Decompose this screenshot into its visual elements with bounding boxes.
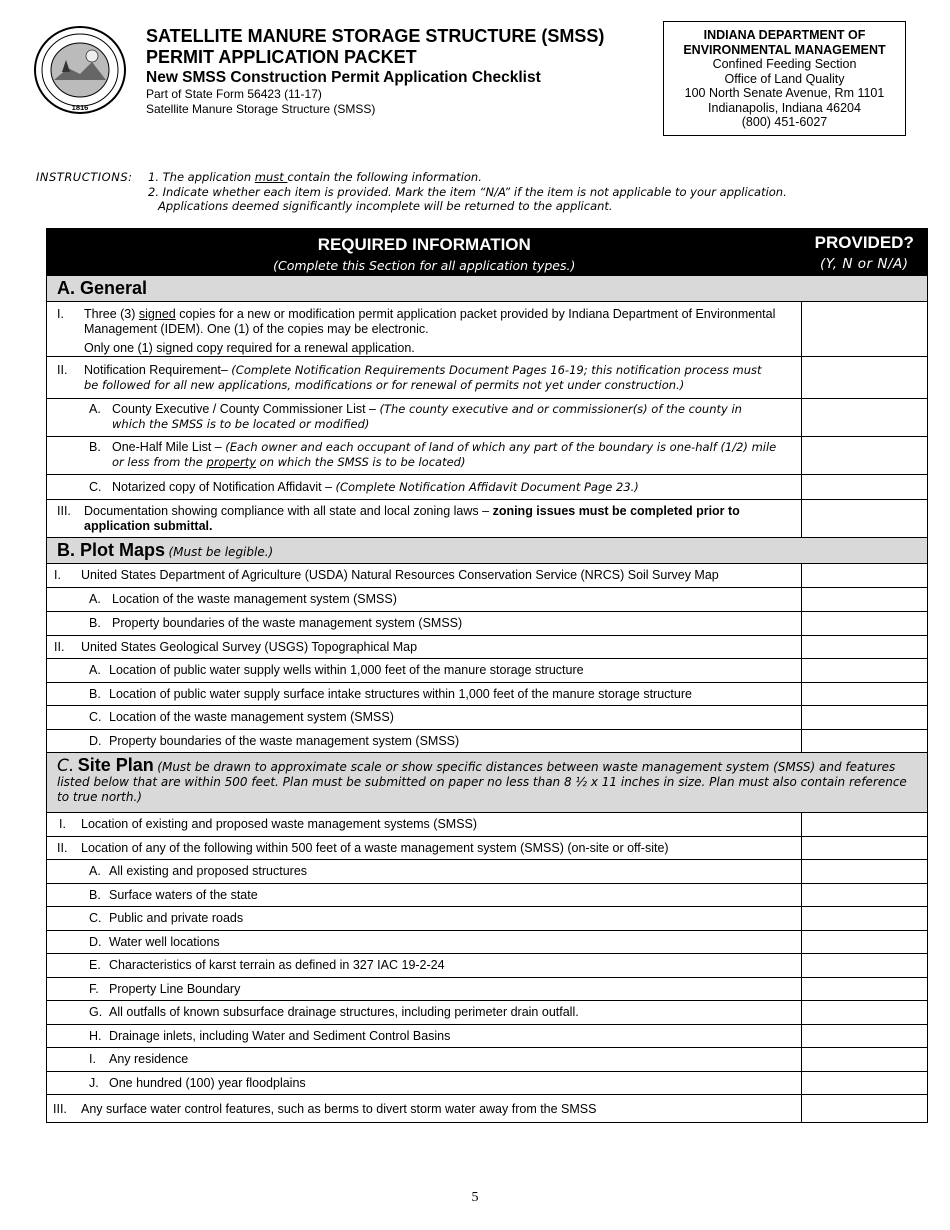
item-text-bold: zoning issues must be completed prior to application submittal.: [84, 504, 740, 533]
provided-cell[interactable]: [802, 860, 928, 884]
provided-cell[interactable]: [802, 954, 928, 978]
instruction-1c: contain the following information.: [287, 170, 482, 184]
item-note: (Each owner and each occupant of land of which any part of the boundary is one-half (1/2) mile or less from the: [112, 440, 777, 469]
table-header-row: [47, 229, 928, 276]
table-row: [47, 588, 928, 612]
table-row: [47, 1095, 928, 1123]
page-number: 5: [471, 1190, 479, 1205]
instruction-2: 2. Indicate whether each item is provided. Mark the item “N/A” if the item is not applicable to your application.: [148, 184, 787, 199]
item-number: I.: [57, 307, 64, 321]
provided-cell[interactable]: [802, 931, 928, 954]
item-text: Only one (1) signed copy required for a renewal application.: [84, 341, 415, 355]
instruction-1-must: must: [254, 170, 288, 184]
provided-cell[interactable]: [802, 907, 928, 931]
item-note: (The county executive and or commissioner(s) of the county in which the SMSS is to be located or modified): [112, 402, 742, 431]
item-text: United States Geological Survey (USGS) Topographical Map: [81, 640, 418, 654]
item-letter: B.: [89, 616, 101, 630]
item-text-underlined: signed: [138, 307, 176, 321]
provided-cell[interactable]: [802, 399, 928, 437]
section-a-title: A. General: [57, 278, 148, 298]
item-text: Notarized copy of Notification Affidavit –: [112, 480, 336, 494]
table-row: [47, 1048, 928, 1072]
section-b-note: (Must be legible.): [168, 545, 274, 559]
provided-cell[interactable]: [802, 564, 928, 588]
item-note: (Complete Notification Affidavit Document Page 23.): [335, 480, 639, 494]
item-text: One-Half Mile List –: [112, 440, 226, 454]
provided-cell[interactable]: [802, 588, 928, 612]
required-info-note: (Complete this Section for all application types.): [273, 258, 576, 273]
form-subtitle: PERMIT APPLICATION PACKET: [146, 47, 417, 67]
provided-cell[interactable]: [802, 437, 928, 475]
table-row: [47, 475, 928, 500]
table-row: [47, 1025, 928, 1048]
item-letter: B.: [89, 888, 101, 902]
item-letter: C.: [89, 911, 102, 925]
agency-section: Confined Feeding Section: [712, 57, 857, 71]
item-letter: A.: [89, 663, 101, 677]
table-row: [47, 954, 928, 978]
provided-note: (Y, N or N/A): [820, 256, 909, 272]
item-text: One hundred (100) year floodplains: [109, 1076, 306, 1090]
provided-cell[interactable]: [802, 636, 928, 659]
state-form-number: Part of State Form 56423 (11-17): [146, 87, 322, 101]
item-text: Location of existing and proposed waste management systems (SMSS): [81, 817, 478, 831]
item-text: Property Line Boundary: [109, 982, 241, 996]
provided-cell[interactable]: [802, 837, 928, 860]
item-text: Any surface water control features, such as berms to divert storm water away from the SMSS: [81, 1102, 597, 1116]
table-row: [47, 612, 928, 636]
provided-cell[interactable]: [802, 1095, 928, 1123]
item-number: II.: [57, 363, 68, 377]
table-row: [47, 500, 928, 538]
provided-cell[interactable]: [802, 978, 928, 1001]
table-row: [47, 813, 928, 837]
provided-cell[interactable]: [802, 884, 928, 907]
item-text: Property boundaries of the waste management system (SMSS): [109, 734, 460, 748]
section-b-title: B. Plot Maps: [57, 540, 166, 560]
table-row: [47, 357, 928, 399]
item-letter: A.: [89, 592, 101, 606]
item-letter: C.: [89, 480, 102, 494]
provided-cell[interactable]: [802, 1025, 928, 1048]
provided-cell[interactable]: [802, 683, 928, 706]
table-row: [47, 884, 928, 907]
section-a-header: [47, 276, 928, 302]
item-text: United States Department of Agriculture (USDA) Natural Resources Conservation Service (NRCS) Soil Survey Map: [81, 568, 719, 582]
form-title: SATELLITE MANURE STORAGE STRUCTURE (SMSS): [146, 26, 605, 46]
item-letter: D.: [89, 935, 102, 949]
agency-name-2: ENVIRONMENTAL MANAGEMENT: [683, 42, 886, 57]
item-number: II.: [57, 841, 68, 855]
provided-cell[interactable]: [802, 612, 928, 636]
section-c-letter: C.: [57, 756, 75, 776]
item-number: II.: [54, 640, 65, 654]
table-row: [47, 1072, 928, 1095]
table-row: [47, 659, 928, 683]
provided-cell[interactable]: [802, 1048, 928, 1072]
provided-cell[interactable]: [802, 813, 928, 837]
item-letter: B.: [89, 440, 101, 454]
provided-cell[interactable]: [802, 1072, 928, 1095]
item-text: Documentation showing compliance with all state and local zoning laws –: [84, 504, 493, 518]
item-text: Property boundaries of the waste management system (SMSS): [112, 616, 463, 630]
table-row: [47, 302, 928, 357]
required-info-heading: REQUIRED INFORMATION: [317, 235, 531, 254]
item-text: Location of public water supply wells within 1,000 feet of the manure storage structure: [109, 663, 584, 677]
item-text: Surface waters of the state: [109, 888, 258, 902]
table-row: [47, 860, 928, 884]
item-text: Location of any of the following within 500 feet of a waste management system (SMSS) (on-site or off-site): [81, 841, 669, 855]
item-text: Location of the waste management system (SMSS): [109, 710, 394, 724]
item-letter: F.: [89, 982, 99, 996]
table-row: [47, 1001, 928, 1025]
table-row: [47, 907, 928, 931]
checklist-title: New SMSS Construction Permit Application Checklist: [146, 69, 541, 86]
item-letter: G.: [89, 1005, 103, 1019]
item-letter: J.: [89, 1076, 99, 1090]
provided-cell[interactable]: [802, 659, 928, 683]
section-c-title: Site Plan: [77, 755, 154, 775]
item-letter: H.: [89, 1029, 102, 1043]
item-text: Three (3): [84, 307, 139, 321]
item-text: Characteristics of karst terrain as defined in 327 IAC 19-2-24: [109, 958, 445, 972]
item-text: County Executive / County Commissioner List –: [112, 402, 380, 416]
item-text: Notification Requirement–: [84, 363, 232, 377]
table-row: [47, 636, 928, 659]
section-b-header: [47, 538, 928, 564]
agency-city: Indianapolis, Indiana 46204: [708, 100, 861, 115]
provided-heading: PROVIDED?: [814, 233, 914, 252]
provided-cell[interactable]: [802, 357, 928, 399]
item-letter: C.: [89, 710, 102, 724]
provided-cell[interactable]: [802, 706, 928, 730]
table-row: [47, 730, 928, 753]
table-row: [47, 437, 928, 475]
item-number: I.: [54, 568, 61, 582]
provided-cell[interactable]: [802, 730, 928, 753]
item-letter: D.: [89, 734, 102, 748]
table-row: [47, 837, 928, 860]
table-row: [47, 399, 928, 437]
item-letter: E.: [89, 958, 101, 972]
item-text: copies for a new or modification permit application packet provided by Indiana Department of Environmental Management (IDEM). One (1) of the copies may be electronic.: [84, 307, 776, 336]
seal-year: 1816: [71, 103, 89, 112]
agency-street: 100 North Senate Avenue, Rm 1101: [684, 86, 885, 100]
table-row: [47, 931, 928, 954]
item-letter: A.: [89, 402, 101, 416]
item-number: III.: [53, 1102, 67, 1116]
table-row: [47, 978, 928, 1001]
instruction-3: Applications deemed significantly incomplete will be returned to the applicant.: [158, 199, 613, 213]
item-text: Water well locations: [109, 935, 220, 949]
agency-office: Office of Land Quality: [724, 71, 845, 86]
item-text: Location of public water supply surface intake structures within 1,000 feet of the manure storage structure: [109, 687, 692, 701]
indiana-state-seal: [32, 24, 128, 116]
provided-cell[interactable]: [802, 500, 928, 538]
item-note-underlined: property: [206, 455, 257, 469]
agency-address-box: [663, 21, 906, 136]
agency-phone: (800) 451-6027: [741, 115, 828, 129]
item-letter: A.: [89, 864, 101, 878]
provided-cell[interactable]: [802, 1001, 928, 1025]
item-note: (Complete Notification Requirements Document Pages 16-19; this notification process must be followed for all new applications, modifications or for renewal of permits not yet under construction.): [84, 363, 762, 392]
form-description: Satellite Manure Storage Structure (SMSS): [146, 102, 376, 116]
item-text: Any residence: [109, 1052, 189, 1066]
table-row: [47, 564, 928, 588]
section-c-header: [47, 753, 928, 813]
agency-name-1: INDIANA DEPARTMENT OF: [703, 28, 866, 42]
provided-cell[interactable]: [802, 302, 928, 357]
item-text: All existing and proposed structures: [109, 864, 308, 878]
item-text: Location of the waste management system (SMSS): [112, 592, 397, 606]
item-note: on which the SMSS is to be located): [256, 455, 466, 469]
item-text: Drainage inlets, including Water and Sediment Control Basins: [109, 1029, 451, 1043]
item-text: All outfalls of known subsurface drainage structures, including perimeter drain outfall.: [109, 1005, 579, 1019]
instructions-label: INSTRUCTIONS:: [36, 170, 133, 184]
item-text: Public and private roads: [109, 911, 244, 925]
item-letter: I.: [89, 1052, 96, 1066]
table-row: [47, 683, 928, 706]
item-number: I.: [59, 817, 66, 831]
provided-cell[interactable]: [802, 475, 928, 500]
form-header: [146, 26, 646, 117]
checklist-table: [46, 228, 928, 1123]
instruction-1a: 1. The application: [148, 170, 255, 184]
item-number: III.: [57, 504, 71, 518]
table-row: [47, 706, 928, 730]
item-letter: B.: [89, 687, 101, 701]
section-c-note: (Must be drawn to approximate scale or show specific distances between waste management system (SMSS) and features listed below that are within 500 feet. Plan must be submitted on paper no less than 8 ½ x 11 inches in size. Plan must also contain reference to true north.): [57, 760, 907, 804]
